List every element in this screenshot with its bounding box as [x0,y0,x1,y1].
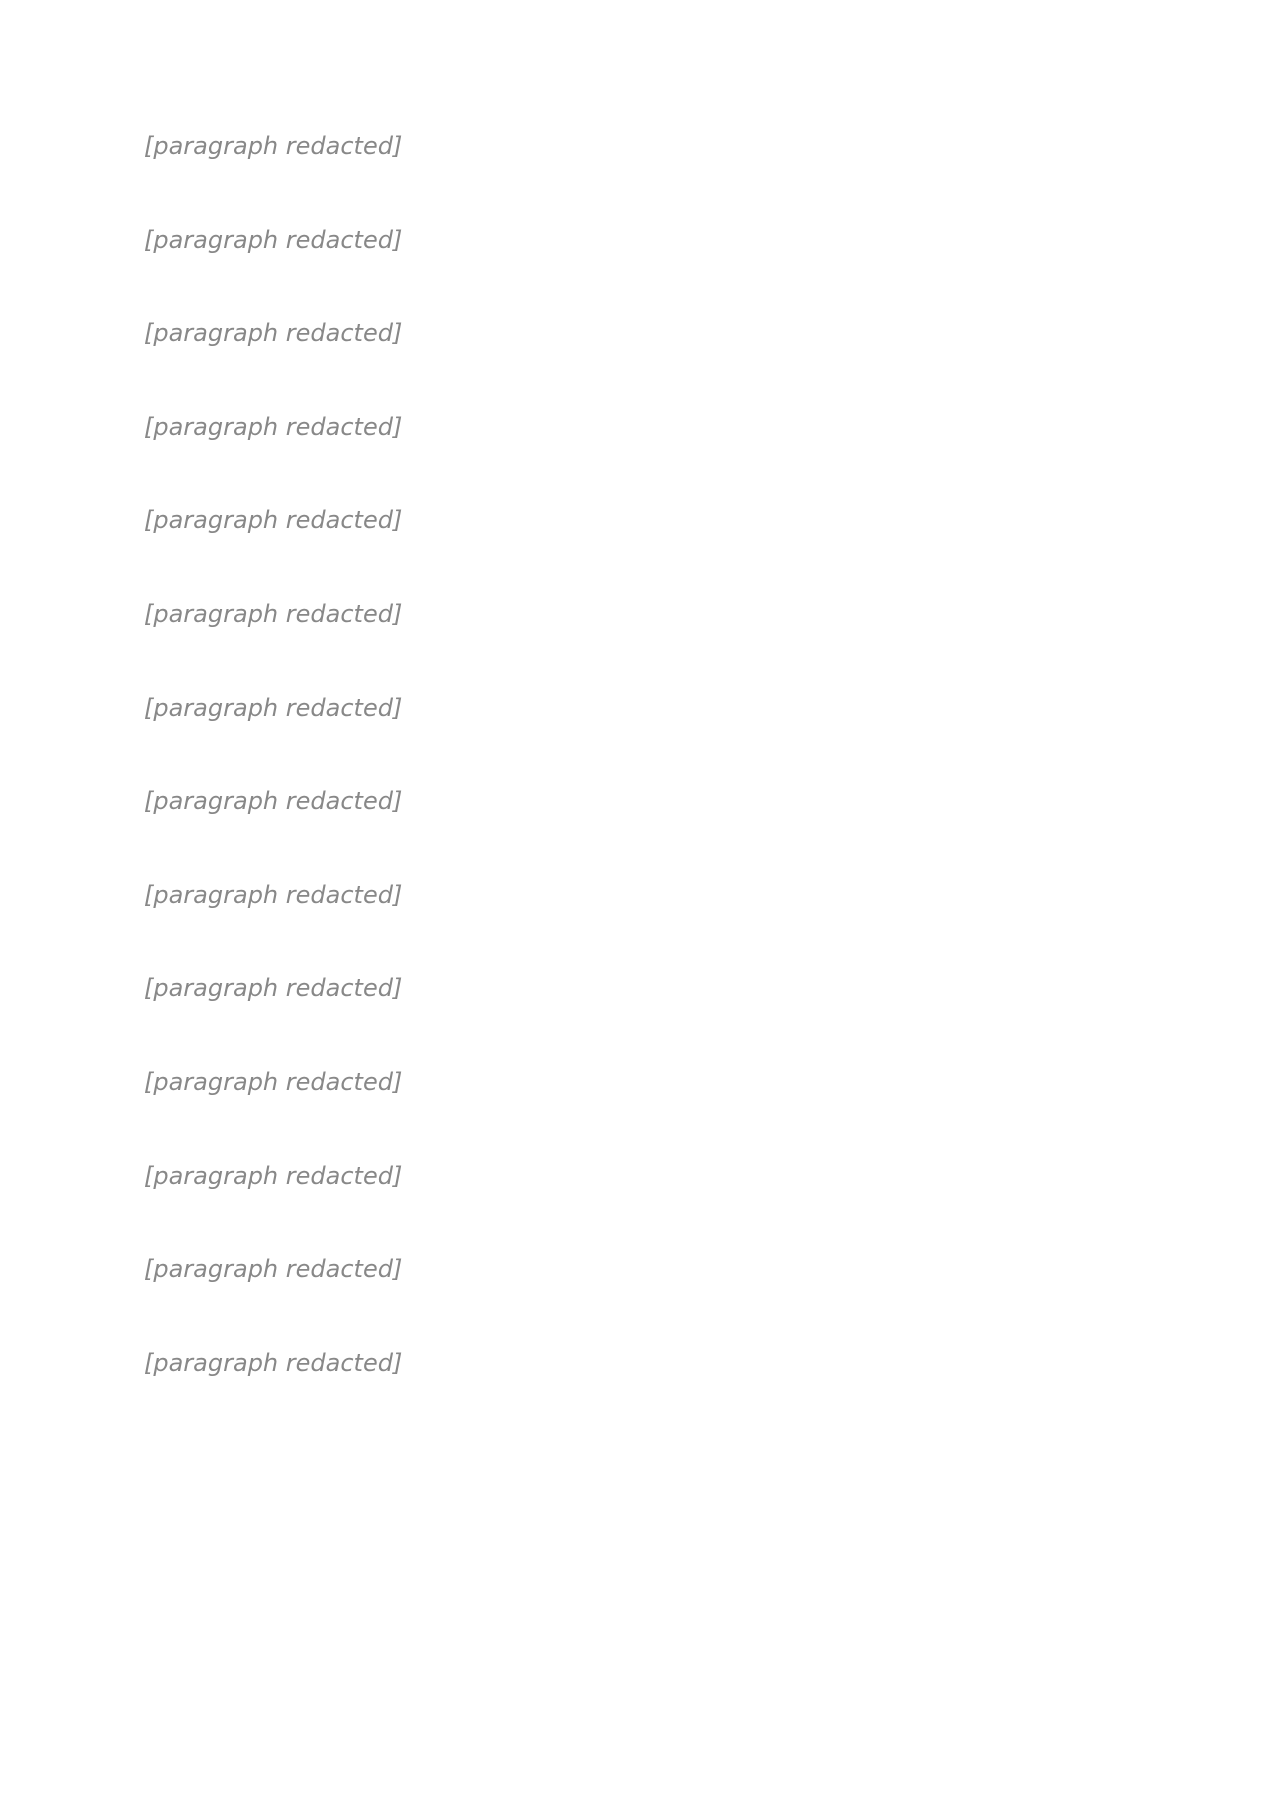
paragraph: [paragraph redacted] [144,1161,403,1190]
paragraph: [paragraph redacted] [144,506,403,535]
paragraph: [paragraph redacted] [144,693,403,722]
paragraph: [paragraph redacted] [144,880,403,909]
paragraph: [paragraph redacted] [144,225,403,254]
paragraph: [paragraph redacted] [144,132,403,160]
paragraph: [paragraph redacted] [144,974,403,1003]
paragraph: [paragraph redacted] [144,599,403,628]
paragraph: [paragraph redacted] [144,412,403,441]
paragraph: [paragraph redacted] [144,1348,403,1377]
paragraph: [paragraph redacted] [144,319,403,348]
paragraph: [paragraph redacted] [144,1067,403,1096]
paragraph: [paragraph redacted] [144,1255,403,1284]
paragraph: [paragraph redacted] [144,787,403,816]
